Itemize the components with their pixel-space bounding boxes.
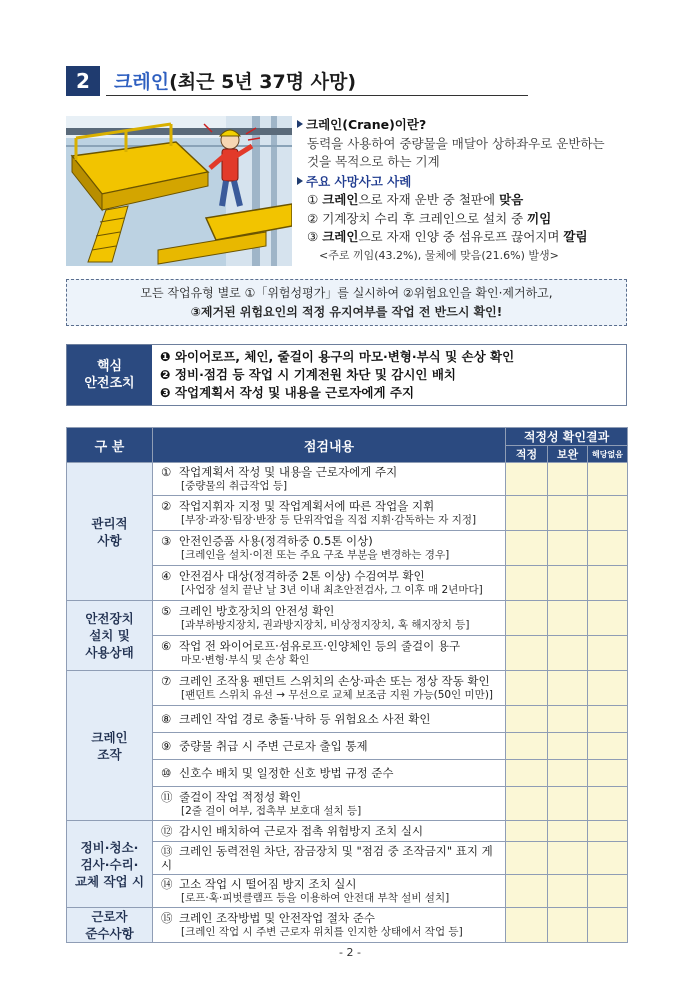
fix-checkbox[interactable] <box>548 496 588 531</box>
na-checkbox[interactable] <box>588 706 628 733</box>
definition-line-1: 동력을 사용하여 중량물을 매달아 상하좌우로 운반하는 <box>307 135 605 151</box>
category-worker-compliance: 근로자 준수사항 <box>67 908 153 943</box>
header-result: 적정성 확인결과 <box>506 428 628 446</box>
section-title-main: 크레인 <box>114 71 170 93</box>
fix-checkbox[interactable] <box>548 531 588 566</box>
ok-checkbox[interactable] <box>506 531 548 566</box>
na-checkbox[interactable] <box>588 908 628 943</box>
inspection-checklist-table <box>66 427 628 943</box>
crane-accident-illustration <box>66 116 292 266</box>
checklist-item: ⑥ 작업 전 와이어로프·섬유로프·인양체인 등의 줄걸이 용구 마모·변형·부식 및 손상 확인 <box>153 636 506 671</box>
na-checkbox[interactable] <box>588 496 628 531</box>
header-ok: 적정 <box>506 446 548 463</box>
na-checkbox[interactable] <box>588 733 628 760</box>
fix-checkbox[interactable] <box>548 842 588 875</box>
fix-checkbox[interactable] <box>548 463 588 496</box>
checklist-item: ③ 안전인증품 사용(정격하중 0.5톤 이상) [크레인을 설치·이전 또는 주요 구조 부분을 변경하는 경우] <box>153 531 506 566</box>
ok-checkbox[interactable] <box>506 842 548 875</box>
core-item: ❶ 와이어로프, 체인, 줄걸이 용구의 마모·변형·부식 및 손상 확인 <box>160 349 515 364</box>
ok-checkbox[interactable] <box>506 821 548 842</box>
checklist-item: ⑦ 크레인 조작용 펜던트 스위치의 손상·파손 또는 정상 작동 확인 [팬던트 스위치 유선 → 무선으로 교체 보조금 지원 가능(50인 미만)] <box>153 671 506 706</box>
ok-checkbox[interactable] <box>506 566 548 601</box>
section-header <box>66 66 528 96</box>
category-maintenance: 정비·청소· 검사·수리· 교체 작업 시 <box>67 821 153 908</box>
fix-checkbox[interactable] <box>548 636 588 671</box>
core-label: 핵심 안전조치 <box>67 345 152 405</box>
header-fix: 보완 <box>548 446 588 463</box>
checklist-item: ⑬ 크레인 동력전원 차단, 잠금장치 및 "점검 중 조작금지" 표지 게시 <box>153 842 506 875</box>
ok-checkbox[interactable] <box>506 671 548 706</box>
na-checkbox[interactable] <box>588 671 628 706</box>
checklist-item: ⑫ 감시인 배치하여 근로자 접촉 위험방지 조치 실시 <box>153 821 506 842</box>
section-title-sub: (최근 5년 37명 사망) <box>169 71 357 93</box>
core-item: ❸ 작업계획서 작성 및 내용을 근로자에게 주지 <box>160 385 415 400</box>
ok-checkbox[interactable] <box>506 636 548 671</box>
fix-checkbox[interactable] <box>548 875 588 908</box>
core-items <box>160 348 514 402</box>
definition-heading: 크레인(Crane)이란? <box>297 116 627 135</box>
header-category: 구 분 <box>67 428 153 463</box>
checklist-item: ① 작업계획서 작성 및 내용을 근로자에게 주지 [중량물의 취급작업 등] <box>153 463 506 496</box>
fix-checkbox[interactable] <box>548 821 588 842</box>
ok-checkbox[interactable] <box>506 875 548 908</box>
fix-checkbox[interactable] <box>548 601 588 636</box>
crane-intro <box>297 116 627 265</box>
checklist-item: ⑩ 신호수 배치 및 일정한 신호 방법 규정 준수 <box>153 760 506 787</box>
checklist-item: ⑪ 줄걸이 작업 적정성 확인 [2줄 걸이 여부, 접촉부 보호대 설치 등] <box>153 787 506 821</box>
na-checkbox[interactable] <box>588 566 628 601</box>
ok-checkbox[interactable] <box>506 706 548 733</box>
section-number: 2 <box>66 66 100 96</box>
core-item: ❷ 정비·점검 등 작업 시 기계전원 차단 및 감시인 배치 <box>160 367 456 382</box>
category-safety-device: 안전장치 설치 및 사용상태 <box>67 601 153 671</box>
fix-checkbox[interactable] <box>548 566 588 601</box>
ok-checkbox[interactable] <box>506 787 548 821</box>
case-item: ③ 크레인으로 자재 인양 중 섬유로프 끊어지며 깔림 <box>307 229 588 244</box>
definition-line-2: 것을 목적으로 하는 기계 <box>307 154 440 169</box>
banner-line-1: 모든 작업유형 별로 ①「위험성평가」를 실시하여 ②위험요인을 확인·제거하고, <box>140 286 553 300</box>
ok-checkbox[interactable] <box>506 908 548 943</box>
checklist-item: ② 작업지휘자 지정 및 작업계획서에 따른 작업을 지휘 [부장·과장·팀장·반장 등 단위작업을 직접 지휘·감독하는 자 지정] <box>153 496 506 531</box>
page-number: - 2 - <box>339 946 361 959</box>
checklist-item: ⑧ 크레인 작업 경로 충돌·낙하 등 위험요소 사전 확인 <box>153 706 506 733</box>
checklist-item: ⑭ 고소 작업 시 떨어짐 방지 조치 실시 [로프·훅·피벗클램프 등을 이용하여 안전대 부착 설비 설치] <box>153 875 506 908</box>
na-checkbox[interactable] <box>588 636 628 671</box>
ok-checkbox[interactable] <box>506 760 548 787</box>
header-na: 해당없음 <box>588 446 628 463</box>
ok-checkbox[interactable] <box>506 601 548 636</box>
fix-checkbox[interactable] <box>548 671 588 706</box>
case-item: ① 크레인으로 자재 운반 중 철판에 맞음 <box>307 192 524 207</box>
ok-checkbox[interactable] <box>506 733 548 760</box>
cases-heading: 주요 사망사고 사례 <box>297 173 627 192</box>
banner-line-2: ③제거된 위험요인의 적정 유지여부를 작업 전 반드시 확인! <box>190 305 503 319</box>
na-checkbox[interactable] <box>588 875 628 908</box>
fix-checkbox[interactable] <box>548 760 588 787</box>
fix-checkbox[interactable] <box>548 787 588 821</box>
na-checkbox[interactable] <box>588 842 628 875</box>
header-underline <box>106 95 528 96</box>
checklist-item: ⑮ 크레인 조작방법 및 안전작업 절차 준수 [크레인 작업 시 주변 근로자 위치를 인지한 상태에서 작업 등] <box>153 908 506 943</box>
na-checkbox[interactable] <box>588 760 628 787</box>
risk-assessment-banner <box>66 279 627 326</box>
fix-checkbox[interactable] <box>548 908 588 943</box>
case-item: ② 기계장치 수리 후 크레인으로 설치 중 끼임 <box>307 210 552 226</box>
section-title <box>114 67 356 94</box>
checklist-item: ⑨ 중량물 취급 시 주변 근로자 출입 통제 <box>153 733 506 760</box>
fix-checkbox[interactable] <box>548 733 588 760</box>
core-safety-measures <box>66 344 627 406</box>
fix-checkbox[interactable] <box>548 706 588 733</box>
checklist-item: ⑤ 크레인 방호장치의 안전성 확인 [과부하방지장치, 권과방지장치, 비상정지장치, 훅 해지장치 등] <box>153 601 506 636</box>
ok-checkbox[interactable] <box>506 496 548 531</box>
header-content: 점검내용 <box>153 428 506 463</box>
na-checkbox[interactable] <box>588 601 628 636</box>
na-checkbox[interactable] <box>588 787 628 821</box>
na-checkbox[interactable] <box>588 531 628 566</box>
na-checkbox[interactable] <box>588 463 628 496</box>
triangle-bullet-icon <box>297 120 303 128</box>
checklist-item: ④ 안전검사 대상(정격하중 2톤 이상) 수검여부 확인 [사업장 설치 끝난 날 3년 이내 최초안전검사, 그 이후 매 2년마다] <box>153 566 506 601</box>
na-checkbox[interactable] <box>588 821 628 842</box>
ok-checkbox[interactable] <box>506 463 548 496</box>
category-crane-operation: 크레인 조작 <box>67 671 153 821</box>
cases-note: <주로 끼임(43.2%), 물체에 맞음(21.6%) 발생> <box>319 248 559 262</box>
triangle-bullet-icon <box>297 177 303 185</box>
category-management: 관리적 사항 <box>67 463 153 601</box>
